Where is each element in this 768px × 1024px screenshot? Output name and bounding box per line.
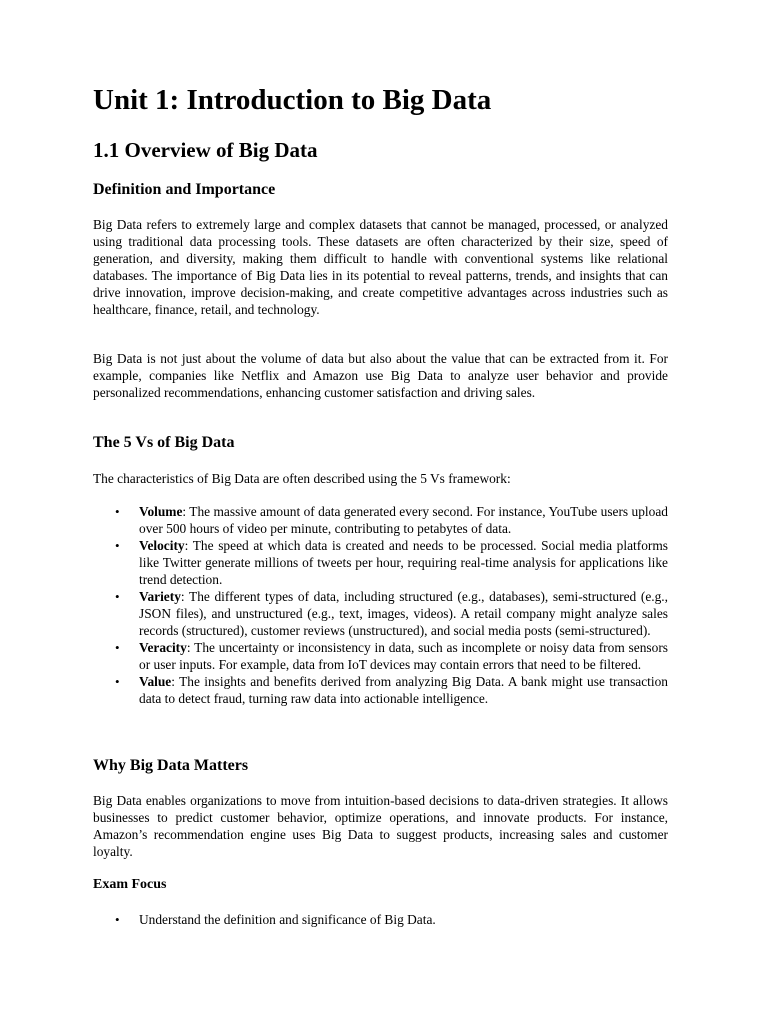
why-heading: Why Big Data Matters [93, 757, 249, 774]
why-paragraph: Big Data enables organizations to move from intuition-based decisions to data-driven strategies. It allows businesses to predict customer behavior, optimize operations, and innovate products. For instance, Amazon’s recommendation engine uses Big Data to suggest products, increasing sales and customer loyalty. [93, 793, 668, 859]
definition-paragraph-1: Big Data refers to extremely large and complex datasets that cannot be managed, processed, or analyzed using traditional data processing tools. These datasets are often characterized by their size, speed of generation, and diversity, making them difficult to handle with conventional systems like relational databases. The importance of Big Data lies in its potential to reveal patterns, trends, and insights that can drive innovation, improve decision-making, and create competitive advantages across industries such as healthcare, finance, retail, and technology. [93, 217, 668, 317]
five-vs-heading: The 5 Vs of Big Data [93, 434, 235, 451]
list-item-velocity [93, 537, 668, 588]
five-vs-list [93, 503, 668, 707]
desc-veracity: : The uncertainty or inconsistency in data, such as incomplete or noisy data from sensors or user inputs. For example, data from IoT devices may contain errors that need to be filtered. [139, 640, 668, 672]
definition-paragraph-2: Big Data is not just about the volume of data but also about the value that can be extracted from it. For example, companies like Netflix and Amazon use Big Data to analyze user behavior and provide personalized recommendations, enhancing customer satisfaction and driving sales. [93, 351, 668, 400]
bullet-icon: • [115, 538, 120, 553]
list-item [93, 911, 668, 928]
five-vs-intro: The characteristics of Big Data are often described using the 5 Vs framework: [93, 471, 511, 486]
bullet-icon: • [115, 640, 120, 655]
bullet-icon: • [115, 589, 120, 604]
bullet-icon: • [115, 912, 120, 927]
bullet-icon: • [115, 504, 120, 519]
exam-item-text: Understand the definition and significance of Big Data. [139, 912, 436, 927]
term-value: Value [139, 674, 172, 689]
page-title: Unit 1: Introduction to Big Data [93, 84, 492, 116]
list-item-variety [93, 588, 668, 639]
desc-value: : The insights and benefits derived from analyzing Big Data. A bank might use transaction data to detect fraud, turning raw data into actionable intelligence. [139, 674, 668, 706]
list-item-volume [93, 503, 668, 537]
list-item-veracity [93, 639, 668, 673]
term-velocity: Velocity [139, 538, 185, 553]
term-veracity: Veracity [139, 640, 187, 655]
section-heading: 1.1 Overview of Big Data [93, 138, 318, 162]
definition-heading: Definition and Importance [93, 181, 276, 198]
list-item-value [93, 673, 668, 707]
desc-volume: : The massive amount of data generated every second. For instance, YouTube users upload over 500 hours of video per minute, contributing to petabytes of data. [139, 504, 668, 536]
exam-focus-heading: Exam Focus [93, 877, 167, 892]
exam-focus-list [93, 911, 668, 928]
term-variety: Variety [139, 589, 181, 604]
desc-velocity: : The speed at which data is created and needs to be processed. Social media platforms like Twitter generate millions of tweets per hour, requiring real-time analysis for applications like trend detection. [139, 538, 668, 587]
term-volume: Volume [139, 504, 183, 519]
bullet-icon: • [115, 674, 120, 689]
desc-variety: : The different types of data, including structured (e.g., databases), semi-structured (e.g., JSON files), and unstructured (e.g., text, images, videos). A retail company might analyze sales records (structured), customer reviews (unstructured), and social media posts (semi-structured). [139, 589, 668, 638]
